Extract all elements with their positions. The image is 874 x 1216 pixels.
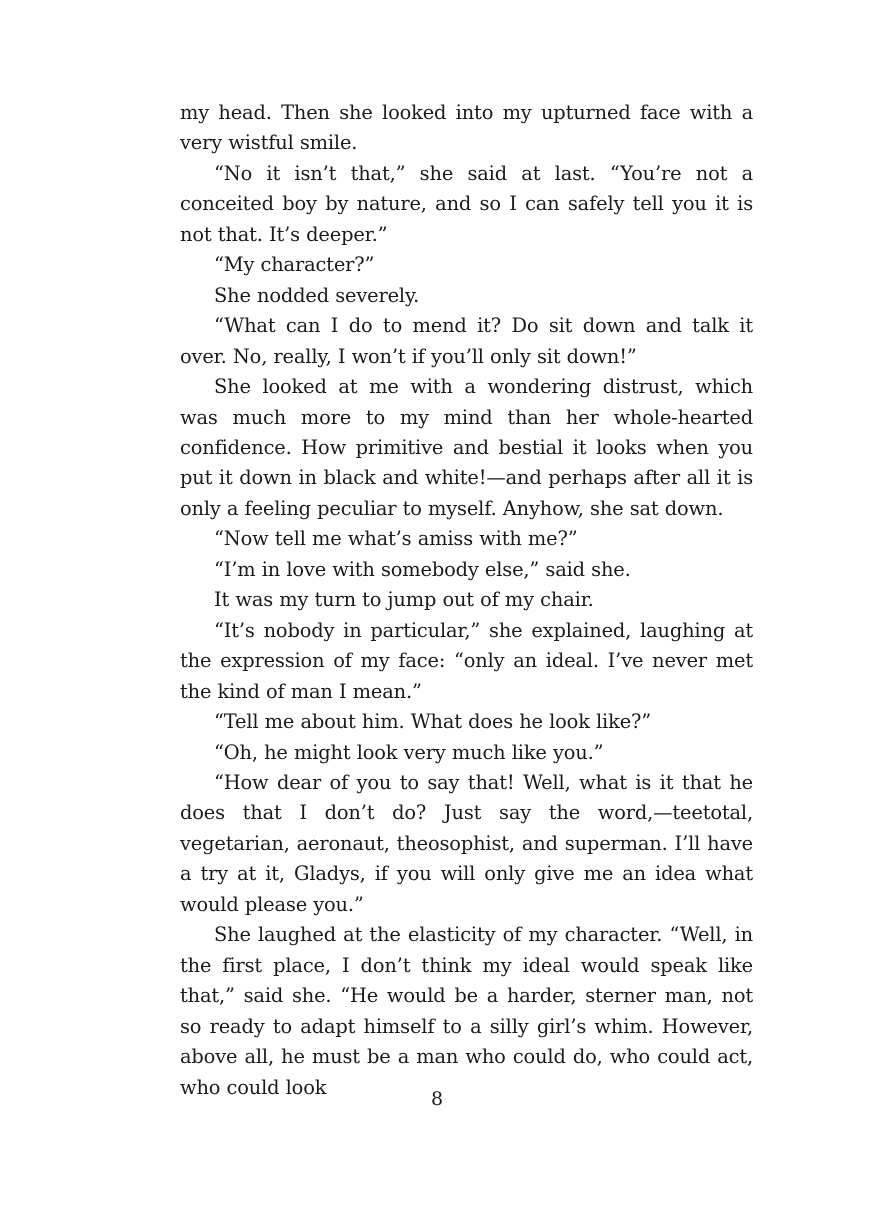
paragraph-5: “What can I do to mend it? Do sit down and talk it over. No, really, I won’t if you’ll only sit down!” — [180, 314, 753, 368]
paragraph-14: She laughed at the elasticity of my character. “Well, in the first place, I don’t think my ideal would speak like that,” said she. “He would be a harder, sterner man, not so ready to adapt himself to a silly girl’s whim. However, above all, he must be a man who could do, who could act, who could look — [180, 923, 753, 1099]
paragraph-2: “No it isn’t that,” she said at last. “You’re not a conceited boy by nature, and so I can safely tell you it is not that. It’s deeper.” — [180, 161, 753, 246]
paragraph-4: She nodded severely. — [214, 283, 420, 307]
paragraph-12: “Oh, he might look very much like you.” — [214, 740, 604, 764]
paragraph-6: She looked at me with a wondering distrust, which was much more to my mind than her whole-hearted confidence. How primitive and bestial it looks when you put it down in black and white!—and perhaps after all it is only a feeling peculiar to myself. Anyhow, she sat down. — [180, 375, 753, 520]
paragraph-9: It was my turn to jump out of my chair. — [214, 588, 594, 612]
paragraph-10: “It’s nobody in particular,” she explained, laughing at the expression of my face: “only an ideal. I’ve never met the kind of man I mean.” — [180, 618, 753, 703]
body-text — [180, 98, 753, 1103]
page-number: 8 — [430, 1088, 444, 1110]
paragraph-8: “I’m in love with somebody else,” said she. — [214, 557, 631, 581]
paragraph-7: “Now tell me what’s amiss with me?” — [214, 527, 578, 551]
paragraph-1: my head. Then she looked into my upturned face with a very wistful smile. — [180, 101, 753, 155]
paragraph-13: “How dear of you to say that! Well, what is it that he does that I don’t do? Just say the word,—teetotal, vegetarian, aeronaut, theosophist, and superman. I’ll have a try at it, Gladys, if you will only give me an idea what would please you.” — [180, 770, 753, 916]
paragraph-11: “Tell me about him. What does he look like?” — [214, 710, 652, 734]
paragraph-3: “My character?” — [214, 253, 375, 277]
